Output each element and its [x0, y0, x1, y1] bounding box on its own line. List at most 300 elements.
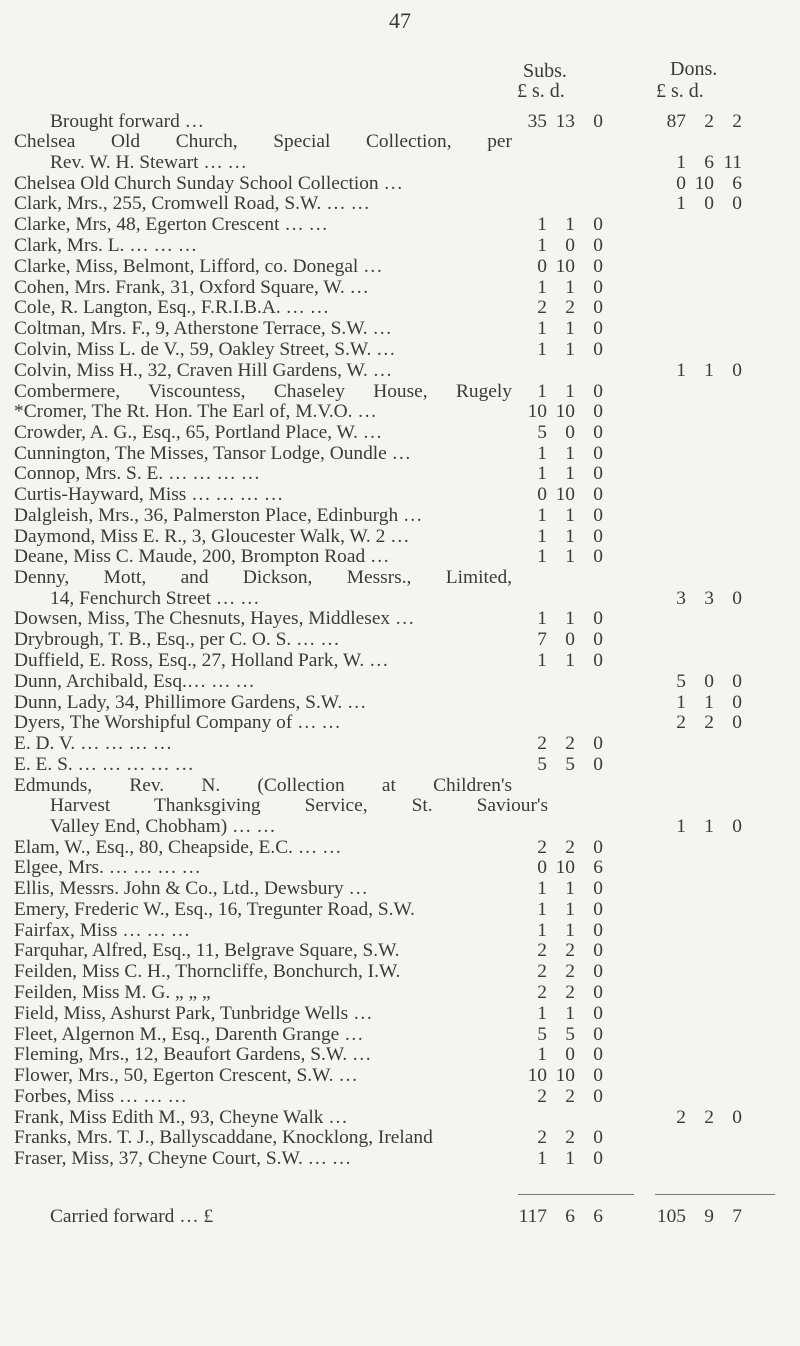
- ledger-row: [0, 961, 800, 982]
- subs-pounds: 1: [537, 505, 547, 526]
- subs-amount: [516, 1024, 603, 1045]
- subs-shillings: 1: [565, 339, 575, 360]
- subs-total-rule: [518, 1194, 634, 1195]
- subs-pence: 0: [593, 526, 603, 547]
- ledger-row: [0, 1107, 800, 1128]
- subs-pounds: 1: [537, 546, 547, 567]
- dons-amount: [655, 588, 742, 609]
- subs-shillings: 1: [565, 650, 575, 671]
- subs-amount: [516, 837, 603, 858]
- entry-text: Colvin, Miss H., 32, Craven Hill Gardens, W. …: [14, 360, 393, 381]
- dons-pence: 0: [732, 671, 742, 692]
- ledger-row: [0, 1065, 800, 1086]
- dons-shillings: 2: [704, 712, 714, 733]
- subs-amount: [516, 381, 603, 402]
- subs-shillings: 1: [565, 381, 575, 402]
- subs-pounds: 2: [537, 961, 547, 982]
- entry-text: Clarke, Mrs, 48, Egerton Crescent … …: [14, 214, 328, 235]
- subs-amount: [516, 982, 603, 1003]
- subs-amount: [516, 1127, 603, 1148]
- entry-text: Coltman, Mrs. F., 9, Atherstone Terrace, S.W. …: [14, 318, 392, 339]
- subs-pence: 0: [593, 940, 603, 961]
- dons-pounds: 1: [676, 692, 686, 713]
- subs-pence: 0: [593, 982, 603, 1003]
- subs-pounds: 1: [537, 277, 547, 298]
- entry-text: Cohen, Mrs. Frank, 31, Oxford Square, W. …: [14, 277, 369, 298]
- dons-amount: [655, 712, 742, 733]
- page-number: 47: [389, 8, 411, 33]
- subs-pence: 0: [593, 1065, 603, 1086]
- subs-amount: [516, 920, 603, 941]
- subs-pounds: 1: [537, 463, 547, 484]
- ledger-row: [0, 650, 800, 671]
- entry-text: *Cromer, The Rt. Hon. The Earl of, M.V.O. …: [14, 401, 377, 422]
- ledger-row: [0, 422, 800, 443]
- entry-text: Chelsea Old Church, Special Collection, per: [14, 131, 512, 152]
- subs-amount: [516, 277, 603, 298]
- ledger-row: [0, 857, 800, 878]
- ledger-row: [0, 899, 800, 920]
- subs-pence: 0: [593, 1148, 603, 1169]
- ledger-row: [0, 505, 800, 526]
- dons-amount: [655, 193, 742, 214]
- subs-pence: 0: [593, 401, 603, 422]
- dons-pounds: 3: [676, 588, 686, 609]
- entry-text: Fraser, Miss, 37, Cheyne Court, S.W. … …: [14, 1148, 352, 1169]
- dons-shillings: 0: [704, 193, 714, 214]
- subs-column-header: Subs.: [523, 60, 567, 82]
- subs-amount: [516, 422, 603, 443]
- subs-amount: [516, 401, 603, 422]
- subs-pounds: 5: [537, 754, 547, 775]
- subs-shillings: 2: [565, 940, 575, 961]
- dons-shillings: 1: [704, 816, 714, 837]
- entry-text: Edmunds, Rev. N. (Collection at Children's: [14, 775, 512, 796]
- ledger-row: [0, 256, 800, 277]
- dons-pence: 11: [723, 152, 742, 173]
- entry-text: Curtis-Hayward, Miss … … … …: [14, 484, 284, 505]
- subs-pence: 0: [593, 235, 603, 256]
- subs-pounds: 1: [537, 381, 547, 402]
- subs-amount: [516, 1086, 603, 1107]
- entry-text: Forbes, Miss … … …: [14, 1086, 187, 1107]
- dons-amount: [655, 111, 742, 132]
- ledger-row: [0, 816, 800, 837]
- ledger-row: [0, 1148, 800, 1169]
- subs-pence: 0: [593, 318, 603, 339]
- entry-text: Fleet, Algernon M., Esq., Darenth Grange …: [14, 1024, 364, 1045]
- subs-pence: 0: [593, 754, 603, 775]
- subs-amount: [516, 443, 603, 464]
- entry-text: Flower, Mrs., 50, Egerton Crescent, S.W. …: [14, 1065, 358, 1086]
- ledger-row: [0, 173, 800, 194]
- subs-shillings: 10: [555, 401, 575, 422]
- subs-pence: 0: [593, 463, 603, 484]
- subs-pence: 0: [593, 733, 603, 754]
- dons-pounds: 87: [666, 111, 686, 132]
- entry-text: E. E. S. … … … … …: [14, 754, 194, 775]
- entry-text: Daymond, Miss E. R., 3, Gloucester Walk, W. 2 …: [14, 526, 410, 547]
- dons-amount: [655, 1206, 742, 1227]
- entry-text: Duffield, E. Ross, Esq., 27, Holland Park, W. …: [14, 650, 389, 671]
- ledger-row: [0, 920, 800, 941]
- subs-shillings: 6: [565, 1206, 575, 1227]
- subs-pence: 0: [593, 277, 603, 298]
- dons-pence: 0: [732, 588, 742, 609]
- dons-pounds: 1: [676, 360, 686, 381]
- subs-shillings: 0: [565, 235, 575, 256]
- dons-pounds: 2: [676, 1107, 686, 1128]
- dons-pounds: 5: [676, 671, 686, 692]
- subs-amount: [516, 857, 603, 878]
- entry-text: Combermere, Viscountess, Chaseley House, Rugely: [14, 381, 512, 402]
- subs-amount: [516, 339, 603, 360]
- subs-pounds: 1: [537, 1003, 547, 1024]
- subs-amount: [516, 961, 603, 982]
- subs-amount: [516, 256, 603, 277]
- dons-pence: 2: [732, 111, 742, 132]
- dons-shillings: 2: [704, 1107, 714, 1128]
- subs-amount: [516, 1044, 603, 1065]
- dons-pounds: 2: [676, 712, 686, 733]
- subs-shillings: 10: [555, 1065, 575, 1086]
- subs-amount: [516, 754, 603, 775]
- subs-shillings: 10: [555, 256, 575, 277]
- ledger-row: [0, 1024, 800, 1045]
- subs-amount: [516, 297, 603, 318]
- dons-amount: [655, 152, 742, 173]
- dons-pounds: 1: [676, 152, 686, 173]
- entry-text: Franks, Mrs. T. J., Ballyscaddane, Knocklong, Ireland: [14, 1127, 433, 1148]
- ledger-row: [0, 629, 800, 650]
- subs-pounds: 2: [537, 982, 547, 1003]
- ledger-row: [0, 671, 800, 692]
- subs-pounds: 1: [537, 920, 547, 941]
- dons-amount: [655, 816, 742, 837]
- subs-pence: 0: [593, 878, 603, 899]
- subs-shillings: 1: [565, 526, 575, 547]
- dons-amount: [655, 671, 742, 692]
- subs-amount: [516, 546, 603, 567]
- subs-amount: [516, 629, 603, 650]
- subs-amount: [516, 899, 603, 920]
- ledger-row: [0, 360, 800, 381]
- ledger-row: [0, 1206, 800, 1227]
- subs-amount: [516, 318, 603, 339]
- dons-column-header: Dons.: [670, 58, 718, 80]
- subs-shillings: 1: [565, 505, 575, 526]
- subs-pounds: 1: [537, 443, 547, 464]
- subs-shillings: 1: [565, 463, 575, 484]
- ledger-row: [0, 381, 800, 402]
- entry-text: Field, Miss, Ashurst Park, Tunbridge Wells …: [14, 1003, 373, 1024]
- subs-pounds: 1: [537, 339, 547, 360]
- dons-shillings: 10: [694, 173, 714, 194]
- subs-pence: 0: [593, 961, 603, 982]
- ledger-row: [0, 152, 800, 173]
- subs-pence: 0: [593, 1044, 603, 1065]
- subs-pounds: 2: [537, 297, 547, 318]
- subs-pounds: 0: [537, 256, 547, 277]
- subs-shillings: 2: [565, 1086, 575, 1107]
- subs-amount: [516, 940, 603, 961]
- ledger-row: [0, 297, 800, 318]
- entry-text: Chelsea Old Church Sunday School Collection …: [14, 173, 403, 194]
- subs-shillings: 1: [565, 443, 575, 464]
- subs-shillings: 1: [565, 318, 575, 339]
- entry-text: Deane, Miss C. Maude, 200, Brompton Road …: [14, 546, 390, 567]
- subs-pounds: 2: [537, 940, 547, 961]
- subs-pence: 0: [593, 111, 603, 132]
- entry-text: Dyers, The Worshipful Company of … …: [14, 712, 341, 733]
- subs-pounds: 1: [537, 650, 547, 671]
- subs-pounds: 1: [537, 214, 547, 235]
- dons-amount: [655, 1107, 742, 1128]
- subs-pounds: 1: [537, 526, 547, 547]
- subs-amount: [516, 484, 603, 505]
- subs-pence: 0: [593, 650, 603, 671]
- subs-pounds: 1: [537, 608, 547, 629]
- dons-currency-header: £ s. d.: [656, 80, 704, 102]
- subs-shillings: 1: [565, 214, 575, 235]
- entry-text: Clark, Mrs., 255, Cromwell Road, S.W. … …: [14, 193, 370, 214]
- ledger-row: [0, 712, 800, 733]
- entry-text: Crowder, A. G., Esq., 65, Portland Place, W. …: [14, 422, 383, 443]
- ledger-row: [0, 795, 800, 816]
- subs-pounds: 1: [537, 235, 547, 256]
- subs-pounds: 2: [537, 1127, 547, 1148]
- subs-amount: [516, 878, 603, 899]
- ledger-row: [0, 214, 800, 235]
- ledger-row: [0, 608, 800, 629]
- entry-text: Dalgleish, Mrs., 36, Palmerston Place, Edinburgh …: [14, 505, 423, 526]
- ledger-row: [0, 878, 800, 899]
- dons-shillings: 2: [704, 111, 714, 132]
- entry-text: Cole, R. Langton, Esq., F.R.I.B.A. … …: [14, 297, 330, 318]
- dons-total-rule: [655, 1194, 775, 1195]
- entry-text: Feilden, Miss M. G. „ „ „: [14, 982, 211, 1003]
- entry-text: Frank, Miss Edith M., 93, Cheyne Walk …: [14, 1107, 348, 1128]
- subs-shillings: 2: [565, 982, 575, 1003]
- subs-pence: 0: [593, 1024, 603, 1045]
- subs-amount: [516, 733, 603, 754]
- ledger-row: [0, 1044, 800, 1065]
- entry-text: Connop, Mrs. S. E. … … … …: [14, 463, 261, 484]
- subs-currency-header: £ s. d.: [517, 80, 565, 102]
- subs-pence: 0: [593, 629, 603, 650]
- ledger-row: [0, 318, 800, 339]
- entry-text: 14, Fenchurch Street … …: [50, 588, 260, 609]
- subs-shillings: 2: [565, 1127, 575, 1148]
- subs-pounds: 2: [537, 733, 547, 754]
- subs-pounds: 2: [537, 1086, 547, 1107]
- ledger-row: [0, 982, 800, 1003]
- ledger-row: [0, 692, 800, 713]
- subs-pounds: 10: [527, 401, 547, 422]
- dons-pounds: 0: [676, 173, 686, 194]
- subs-pence: 0: [593, 608, 603, 629]
- subs-shillings: 2: [565, 733, 575, 754]
- dons-amount: [655, 173, 742, 194]
- subs-pence: 0: [593, 422, 603, 443]
- subs-amount: [516, 1065, 603, 1086]
- ledger-row: [0, 754, 800, 775]
- subs-pence: 0: [593, 339, 603, 360]
- dons-amount: [655, 692, 742, 713]
- entry-text: Elam, W., Esq., 80, Cheapside, E.C. … …: [14, 837, 342, 858]
- dons-shillings: 1: [704, 360, 714, 381]
- subs-pounds: 0: [537, 857, 547, 878]
- ledger-row: [0, 193, 800, 214]
- entry-text: Cunnington, The Misses, Tansor Lodge, Oundle …: [14, 443, 412, 464]
- subs-pence: 0: [593, 837, 603, 858]
- ledger-row: [0, 111, 800, 132]
- subs-pounds: 10: [527, 1065, 547, 1086]
- dons-pounds: 105: [656, 1206, 686, 1227]
- ledger-row: [0, 775, 800, 796]
- entry-text: Dowsen, Miss, The Chesnuts, Hayes, Middlesex …: [14, 608, 415, 629]
- subs-pounds: 2: [537, 837, 547, 858]
- subs-pounds: 0: [537, 484, 547, 505]
- subs-pence: 0: [593, 443, 603, 464]
- subs-pence: 0: [593, 214, 603, 235]
- subs-pounds: 35: [527, 111, 547, 132]
- entry-text: Dunn, Archibald, Esq.… … …: [14, 671, 255, 692]
- subs-shillings: 2: [565, 961, 575, 982]
- entry-text: Emery, Frederic W., Esq., 16, Tregunter Road, S.W.: [14, 899, 415, 920]
- subs-pence: 0: [593, 1127, 603, 1148]
- subs-shillings: 0: [565, 1044, 575, 1065]
- subs-pence: 6: [593, 857, 603, 878]
- subs-amount: [516, 1003, 603, 1024]
- subs-pounds: 1: [537, 1148, 547, 1169]
- subs-shillings: 5: [565, 754, 575, 775]
- subs-pounds: 5: [537, 422, 547, 443]
- ledger-row: [0, 567, 800, 588]
- ledger-row: [0, 277, 800, 298]
- entry-text: Carried forward … £: [50, 1206, 214, 1227]
- entry-text: Brought forward …: [50, 111, 205, 132]
- ledger-row: [0, 546, 800, 567]
- entry-text: Dunn, Lady, 34, Phillimore Gardens, S.W. …: [14, 692, 367, 713]
- dons-pence: 0: [732, 692, 742, 713]
- entry-text: Harvest Thanksgiving Service, St. Saviour's: [50, 795, 548, 816]
- entry-text: Clark, Mrs. L. … … …: [14, 235, 198, 256]
- ledger-row: [0, 1003, 800, 1024]
- subs-shillings: 1: [565, 546, 575, 567]
- subs-pounds: 1: [537, 899, 547, 920]
- ledger-row: [0, 1086, 800, 1107]
- subs-amount: [516, 608, 603, 629]
- subs-pounds: 1: [537, 1044, 547, 1065]
- entry-text: Feilden, Miss C. H., Thorncliffe, Bonchurch, I.W.: [14, 961, 401, 982]
- subs-shillings: 1: [565, 920, 575, 941]
- subs-pence: 0: [593, 484, 603, 505]
- subs-pounds: 1: [537, 878, 547, 899]
- dons-shillings: 3: [704, 588, 714, 609]
- subs-amount: [516, 650, 603, 671]
- subs-pounds: 117: [518, 1206, 547, 1227]
- subs-pounds: 7: [537, 629, 547, 650]
- ledger-row: [0, 401, 800, 422]
- subs-pounds: 5: [537, 1024, 547, 1045]
- subs-amount: [516, 235, 603, 256]
- ledger-row: [0, 733, 800, 754]
- subs-pence: 0: [593, 256, 603, 277]
- entry-text: Denny, Mott, and Dickson, Messrs., Limited,: [14, 567, 512, 588]
- entry-text: Drybrough, T. B., Esq., per C. O. S. … …: [14, 629, 340, 650]
- subs-pence: 6: [593, 1206, 603, 1227]
- dons-pounds: 1: [676, 816, 686, 837]
- dons-pence: 0: [732, 712, 742, 733]
- ledger-row: [0, 1127, 800, 1148]
- subs-shillings: 2: [565, 837, 575, 858]
- dons-shillings: 1: [704, 692, 714, 713]
- subs-amount: [516, 214, 603, 235]
- dons-pence: 0: [732, 193, 742, 214]
- ledger-row: [0, 526, 800, 547]
- subs-pence: 0: [593, 505, 603, 526]
- dons-shillings: 0: [704, 671, 714, 692]
- ledger-row: [0, 339, 800, 360]
- subs-shillings: 2: [565, 297, 575, 318]
- subs-pence: 0: [593, 1003, 603, 1024]
- dons-pounds: 1: [676, 193, 686, 214]
- ledger-row: [0, 131, 800, 152]
- subs-pence: 0: [593, 920, 603, 941]
- subs-shillings: 10: [555, 484, 575, 505]
- dons-amount: [655, 360, 742, 381]
- subs-pence: 0: [593, 297, 603, 318]
- subs-amount: [516, 463, 603, 484]
- entry-text: E. D. V. … … … …: [14, 733, 173, 754]
- subs-pence: 0: [593, 1086, 603, 1107]
- subs-shillings: 1: [565, 899, 575, 920]
- dons-pence: 6: [732, 173, 742, 194]
- dons-pence: 0: [732, 816, 742, 837]
- subs-pence: 0: [593, 546, 603, 567]
- subs-shillings: 1: [565, 1148, 575, 1169]
- ledger-row: [0, 588, 800, 609]
- subs-shillings: 0: [565, 629, 575, 650]
- ledger-row: [0, 463, 800, 484]
- subs-shillings: 13: [555, 111, 575, 132]
- entry-text: Farquhar, Alfred, Esq., 11, Belgrave Square, S.W.: [14, 940, 400, 961]
- ledger-row: [0, 484, 800, 505]
- ledger-row: [0, 443, 800, 464]
- dons-shillings: 9: [704, 1206, 714, 1227]
- entry-text: Fleming, Mrs., 12, Beaufort Gardens, S.W. …: [14, 1044, 372, 1065]
- subs-pounds: 1: [537, 318, 547, 339]
- subs-amount: [516, 1148, 603, 1169]
- subs-amount: [516, 1206, 603, 1227]
- entry-text: Elgee, Mrs. … … … …: [14, 857, 201, 878]
- subs-shillings: 5: [565, 1024, 575, 1045]
- dons-shillings: 6: [704, 152, 714, 173]
- subs-shillings: 1: [565, 608, 575, 629]
- entry-text: Clarke, Miss, Belmont, Lifford, co. Donegal …: [14, 256, 383, 277]
- ledger-row: [0, 235, 800, 256]
- subs-shillings: 0: [565, 422, 575, 443]
- dons-pence: 0: [732, 360, 742, 381]
- entry-text: Fairfax, Miss … … …: [14, 920, 191, 941]
- entry-text: Colvin, Miss L. de V., 59, Oakley Street, S.W. …: [14, 339, 396, 360]
- subs-amount: [516, 505, 603, 526]
- subs-shillings: 1: [565, 878, 575, 899]
- ledger-row: [0, 940, 800, 961]
- subs-amount: [516, 111, 603, 132]
- subs-shillings: 10: [555, 857, 575, 878]
